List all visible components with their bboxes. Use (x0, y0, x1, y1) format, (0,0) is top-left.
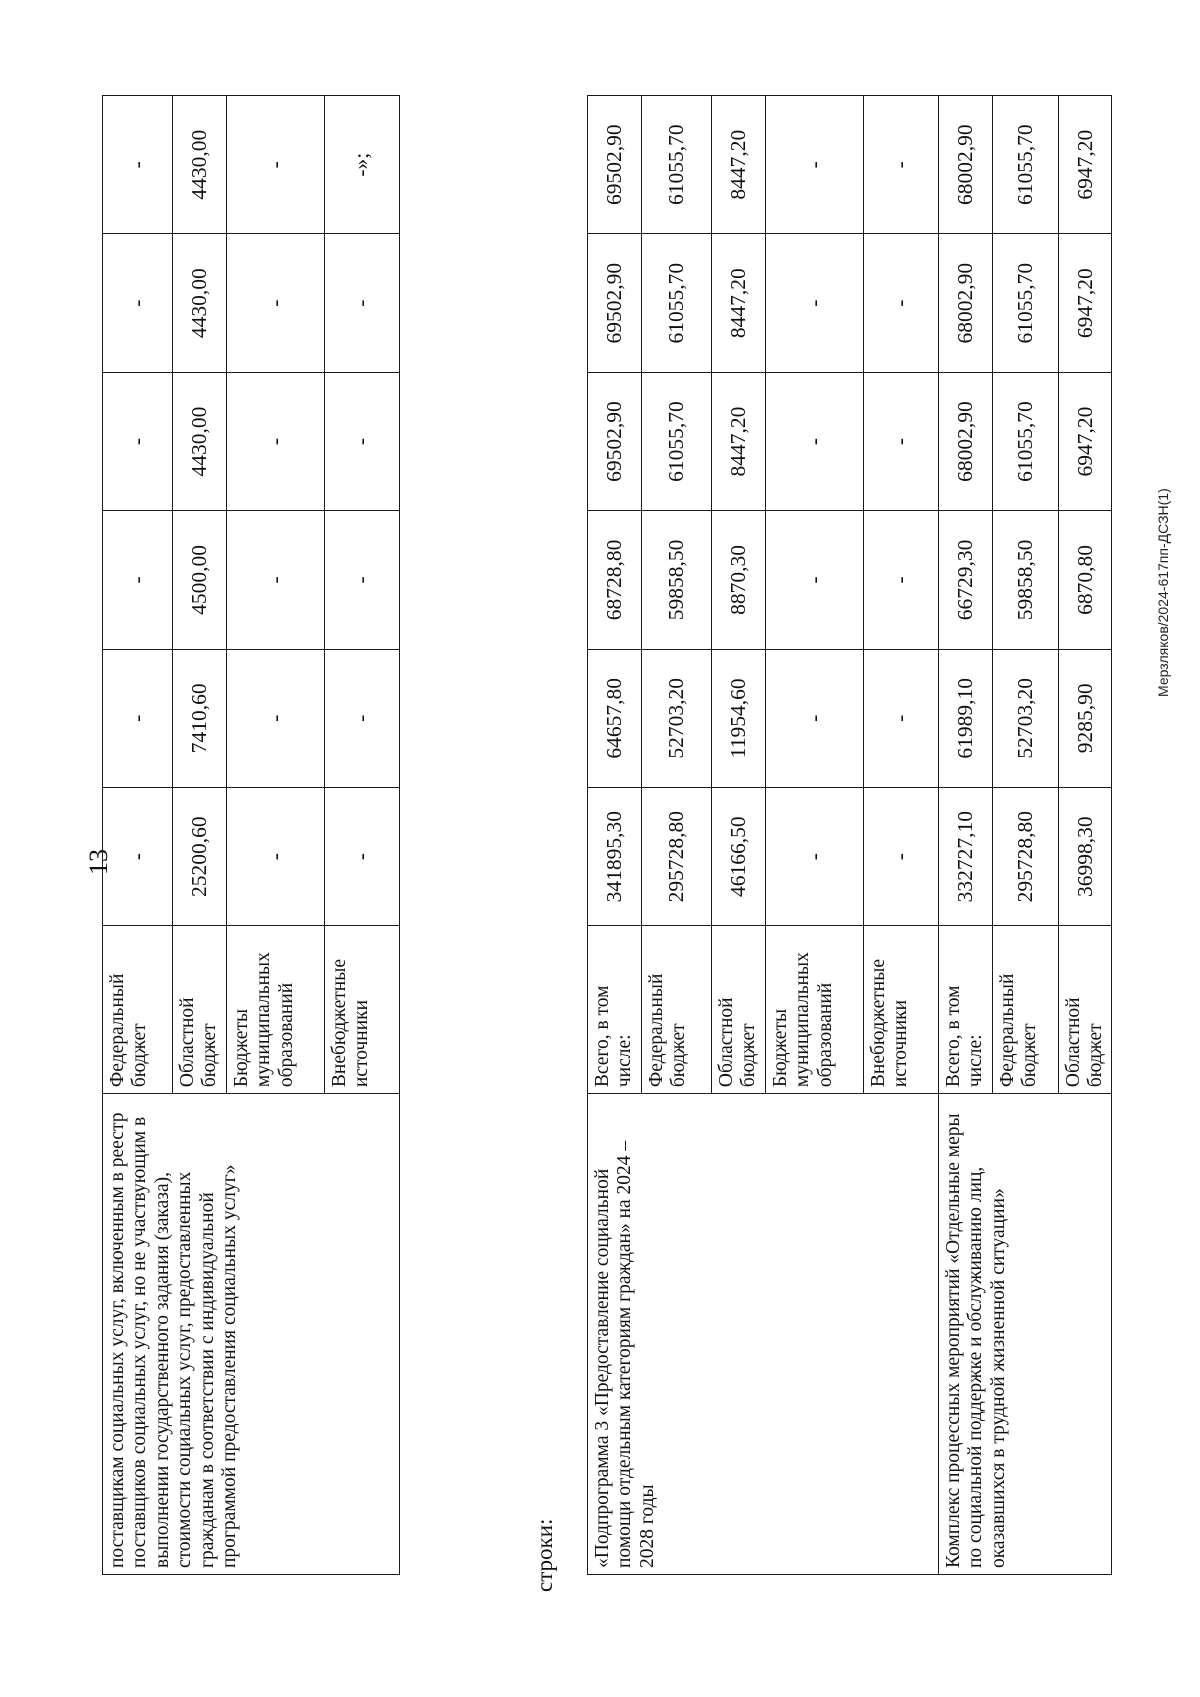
value-cell: 61055,70 (992, 372, 1058, 510)
value-cell: - (863, 788, 938, 926)
value-cell: - (863, 96, 938, 234)
document-id: Мерзляков/2024-617пп-ДСЗН(1) (1155, 488, 1171, 697)
value-cell: - (863, 372, 938, 510)
value-cell: 52703,20 (992, 649, 1058, 787)
value-cell: 11954,60 (711, 649, 765, 787)
value-cell: - (765, 372, 863, 510)
value-cell: 6947,20 (1058, 96, 1112, 234)
value-cell: 68002,90 (938, 234, 992, 372)
value-cell: 69502,90 (588, 96, 642, 234)
value-cell: - (765, 96, 863, 234)
value-cell: - (226, 372, 324, 510)
value-cell: 61055,70 (641, 96, 711, 234)
value-cell: 8447,20 (711, 234, 765, 372)
value-cell: 61989,10 (938, 649, 992, 787)
funding-source: Федеральный бюджет (992, 926, 1058, 1094)
budget-table-top (102, 95, 400, 1575)
value-cell: 8447,20 (711, 96, 765, 234)
funding-source: Внебюджетные источники (863, 926, 938, 1094)
value-cell: 4430,00 (173, 234, 227, 372)
value-cell: 61055,70 (641, 372, 711, 510)
value-cell: - (324, 511, 399, 649)
funding-source: Бюджеты муниципальных образований (226, 926, 324, 1094)
value-cell: 68728,80 (588, 511, 642, 649)
value-cell: 66729,30 (938, 511, 992, 649)
value-cell: 4500,00 (173, 511, 227, 649)
funding-source: Областной бюджет (1058, 926, 1112, 1094)
funding-source: Федеральный бюджет (641, 926, 711, 1094)
funding-source: Внебюджетные источники (324, 926, 399, 1094)
value-cell: - (324, 788, 399, 926)
value-cell: 8870,30 (711, 511, 765, 649)
value-cell: 4430,00 (173, 96, 227, 234)
value-cell: - (226, 96, 324, 234)
value-cell: 59858,50 (641, 511, 711, 649)
value-cell: - (863, 511, 938, 649)
value-cell: - (226, 511, 324, 649)
value-cell: 295728,80 (641, 788, 711, 926)
funding-source: Всего, в том числе: (938, 926, 992, 1094)
value-cell: 6947,20 (1058, 372, 1112, 510)
value-cell: 46166,50 (711, 788, 765, 926)
value-cell: 52703,20 (641, 649, 711, 787)
value-cell: - (324, 649, 399, 787)
funding-source: Федеральный бюджет (103, 926, 173, 1094)
value-cell: - (226, 788, 324, 926)
value-cell: - (103, 372, 173, 510)
value-cell: - (765, 788, 863, 926)
value-cell: - (103, 511, 173, 649)
value-cell: - (226, 649, 324, 787)
value-cell: 68002,90 (938, 96, 992, 234)
value-cell: 7410,60 (173, 649, 227, 787)
value-cell: - (103, 234, 173, 372)
value-cell: - (226, 234, 324, 372)
value-cell: 36998,30 (1058, 788, 1112, 926)
value-cell: -»; (324, 96, 399, 234)
subprogram-description: «Подпрограмма 3 «Предоставление социальной помощи отдельным категориям граждан» на 2024 – 2028 годы (588, 1094, 939, 1575)
funding-source: Всего, в том числе: (588, 926, 642, 1094)
value-cell: - (103, 788, 173, 926)
value-cell: 6870,80 (1058, 511, 1112, 649)
value-cell: 9285,90 (1058, 649, 1112, 787)
value-cell: - (765, 649, 863, 787)
value-cell: - (863, 649, 938, 787)
value-cell: 295728,80 (992, 788, 1058, 926)
rows-label: строки: (532, 1518, 557, 1592)
value-cell: 59858,50 (992, 511, 1058, 649)
value-cell: 61055,70 (992, 234, 1058, 372)
budget-table-bottom (587, 95, 1112, 1575)
measure-description: поставщикам социальных услуг, включенным в реестр поставщиков социальных услуг, но не участвующим в выполнении государственного задания (заказа), стоимости социальных услуг, предоставленных гражданам в соответствии с индивидуальной программой предоставления социальных услуг» (103, 1094, 400, 1575)
value-cell: - (324, 372, 399, 510)
value-cell: - (863, 234, 938, 372)
process-measures-description: Комплекс процессных мероприятий «Отдельные меры по социальной поддержке и обслуживанию лиц, оказавшихся в трудной жизненной ситуации» (938, 1094, 1112, 1575)
value-cell: 61055,70 (992, 96, 1058, 234)
value-cell: 4430,00 (173, 372, 227, 510)
funding-source: Бюджеты муниципальных образований (765, 926, 863, 1094)
value-cell: - (103, 96, 173, 234)
value-cell: 69502,90 (588, 234, 642, 372)
page-number: 13 (84, 849, 113, 875)
value-cell: 25200,60 (173, 788, 227, 926)
value-cell: 64657,80 (588, 649, 642, 787)
value-cell: - (765, 511, 863, 649)
value-cell: 8447,20 (711, 372, 765, 510)
value-cell: 332727,10 (938, 788, 992, 926)
value-cell: 68002,90 (938, 372, 992, 510)
funding-source: Областной бюджет (711, 926, 765, 1094)
value-cell: 6947,20 (1058, 234, 1112, 372)
value-cell: 341895,30 (588, 788, 642, 926)
value-cell: 61055,70 (641, 234, 711, 372)
value-cell: - (103, 649, 173, 787)
funding-source: Областной бюджет (173, 926, 227, 1094)
value-cell: - (765, 234, 863, 372)
value-cell: - (324, 234, 399, 372)
value-cell: 69502,90 (588, 372, 642, 510)
